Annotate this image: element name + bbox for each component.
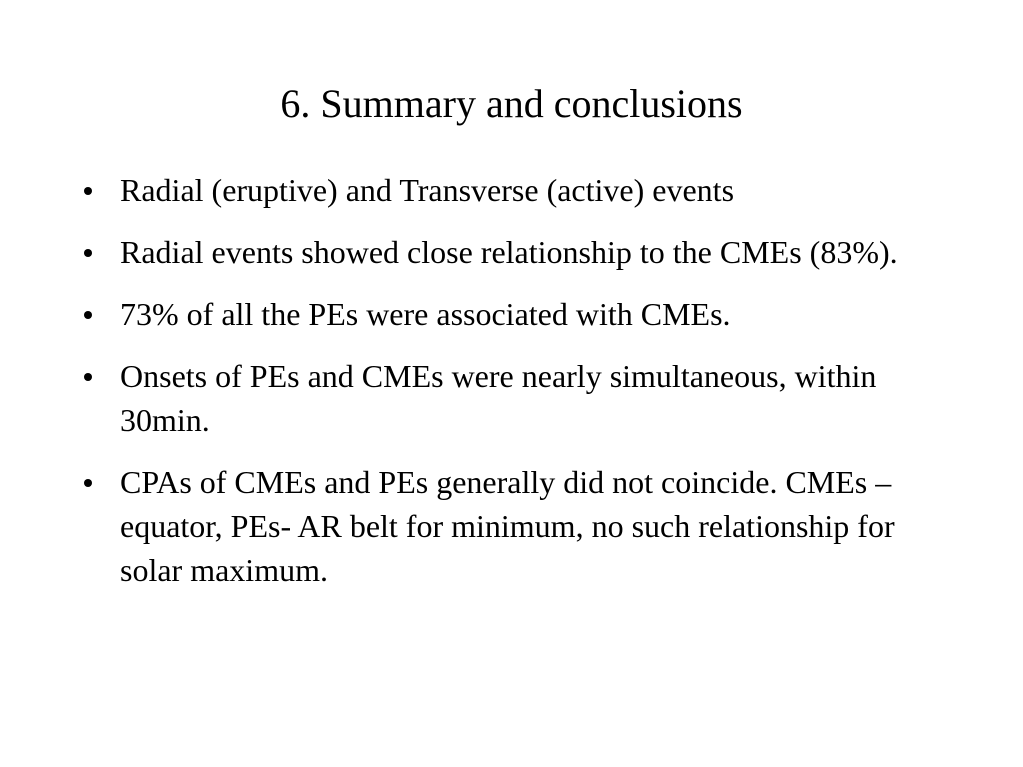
bullet-item <box>84 168 964 212</box>
bullet-dot-icon <box>84 187 92 195</box>
bullet-text: CPAs of CMEs and PEs generally did not coincide. CMEs – equator, PEs- AR belt for minimum, no such relationship for solar maximum. <box>120 464 895 588</box>
bullet-item <box>84 460 964 592</box>
bullet-list <box>84 168 964 610</box>
bullet-item <box>84 230 964 274</box>
bullet-dot-icon <box>84 479 92 487</box>
bullet-text: Radial (eruptive) and Transverse (active) events <box>120 172 735 208</box>
bullet-text: Onsets of PEs and CMEs were nearly simultaneous, within 30min. <box>120 358 877 438</box>
bullet-dot-icon <box>84 373 92 381</box>
bullet-dot-icon <box>84 249 92 257</box>
slide-title: 6. Summary and conclusions <box>280 81 743 126</box>
bullet-item <box>84 354 964 442</box>
bullet-text: Radial events showed close relationship to the CMEs (83%). <box>120 234 898 270</box>
bullet-dot-icon <box>84 311 92 319</box>
bullet-text: 73% of all the PEs were associated with CMEs. <box>120 296 731 332</box>
bullet-item <box>84 292 964 336</box>
